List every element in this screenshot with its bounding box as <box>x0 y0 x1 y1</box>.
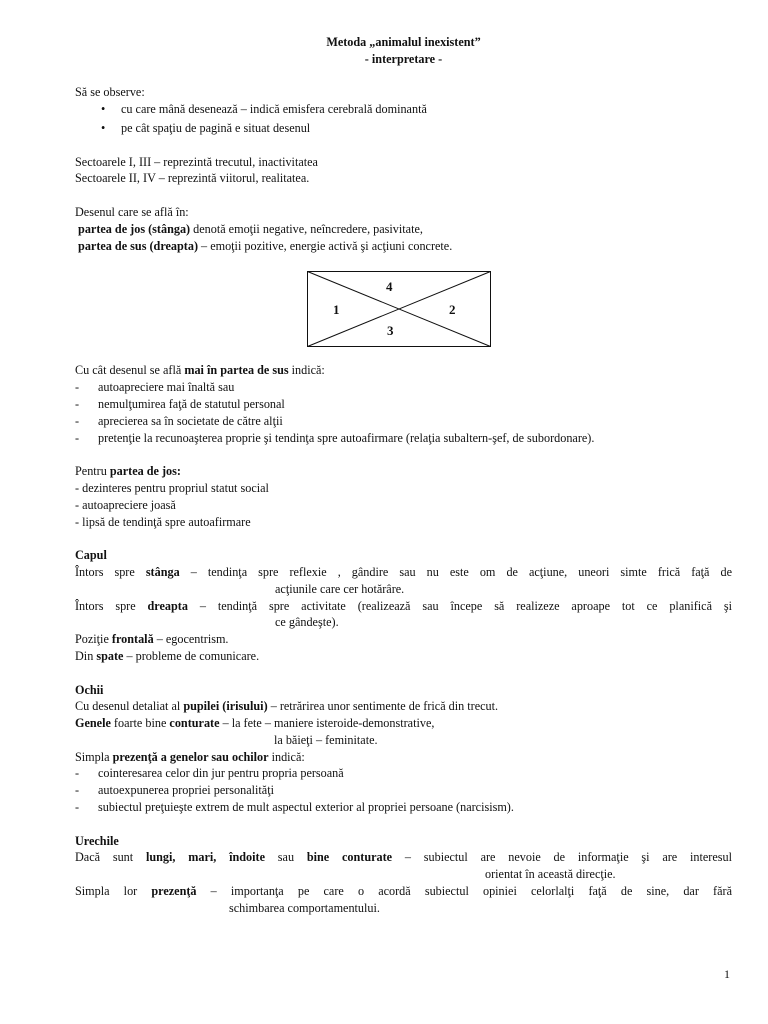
sector-label-bottom: 3 <box>387 323 394 339</box>
sectors-line: Sectoarele I, III – reprezintă trecutul, inactivitatea <box>75 154 318 169</box>
list-item: - aprecierea sa în societate de către alţii <box>75 413 283 428</box>
eyes-lash-line: Genele foarte bine conturate – la fete – maniere isteroide-demonstrative, <box>75 716 435 731</box>
eyes-simple-line: Simpla prezenţă a genelor sau ochilor indică: <box>75 749 305 764</box>
head-left-continuation: acţiunile care cer hotărâre. <box>275 581 405 596</box>
document-subtitle: - interpretare - <box>364 51 443 66</box>
head-right-continuation: ce gândeşte). <box>275 615 339 630</box>
sector-diagram <box>307 271 491 347</box>
page-number: 1 <box>724 967 730 981</box>
bullet-icon: • <box>101 120 106 135</box>
list-item: - nemulţumirea faţă de statutul personal <box>75 396 285 411</box>
sector-label-right: 2 <box>449 302 456 318</box>
list-item: - autoapreciere mai înaltă sau <box>75 380 235 395</box>
head-back-line: Din spate – probleme de comunicare. <box>75 648 260 663</box>
list-item: - subiectul preţuieşte extrem de mult aspectul exterior al propriei persoane (narcisism). <box>75 800 514 815</box>
sector-label-left: 1 <box>333 302 340 318</box>
section-heading-ears: Urechile <box>75 833 119 848</box>
list-item: - cointeresarea celor din jur pentru propria persoană <box>75 766 344 781</box>
eyes-pupil-line: Cu desenul detaliat al pupilei (irisului) – retrărirea unor sentimente de frică din trecut. <box>75 699 499 714</box>
list-item: • cu care mână desenează – indică emisfera cerebrală dominantă <box>101 102 427 117</box>
list-item: - pretenţie la recunoaşterea proprie şi tendinţa spre autoafirmare (relaţia subaltern-şef, de subordonare). <box>75 430 595 445</box>
list-item: - dezinteres pentru propriul statut social <box>75 480 269 495</box>
list-item: • pe cât spaţiu de pagină e situat desenul <box>101 120 311 135</box>
section-heading-eyes: Ochii <box>75 682 104 697</box>
lower-intro: Pentru partea de jos: <box>75 464 181 479</box>
drawing-top-line: partea de sus (dreapta) – emoţii pozitive, energie activă şi acţiuni concrete. <box>78 238 453 253</box>
list-item: - autoexpunerea propriei personalităţi <box>75 783 274 798</box>
document-title: Metoda „animalul inexistent” <box>326 35 481 49</box>
list-item: - lipsă de tendinţă spre autoafirmare <box>75 514 251 529</box>
sectors-line: Sectoarele II, IV – reprezintă viitorul, realitatea. <box>75 171 310 186</box>
drawing-intro: Desenul care se află în: <box>75 204 189 219</box>
upper-intro: Cu cât desenul se află mai în partea de sus indică: <box>75 363 325 378</box>
document-page <box>75 34 732 917</box>
drawing-bottom-line: partea de jos (stânga) denotă emoţii negative, neîncredere, pasivitate, <box>78 221 423 236</box>
head-right-line: Întors spre dreapta – tendinţă spre activitate (realizează sau începe să realizeze aproape tot ce planifică şi <box>75 598 732 613</box>
head-front-line: Poziţie frontală – egocentrism. <box>75 632 229 647</box>
bullet-icon: • <box>101 102 106 117</box>
head-left-line: Întors spre stânga – tendinţa spre reflexie , gândire sau nu este om de acţiune, uneori simte frică faţă de <box>75 564 732 579</box>
ears-line-2: Simpla lor prezenţă – importanţa pe care o acordă subiectul opiniei celorlalţi faţă de sine, dar fără <box>75 884 732 899</box>
eyes-lash-continuation: la băieţi – feminitate. <box>274 732 378 747</box>
ears-line-2-continuation: schimbarea comportamentului. <box>229 900 380 915</box>
ears-line-1: Dacă sunt lungi, mari, îndoite sau bine conturate – subiectul are nevoie de informaţie şi are interesul <box>75 850 732 865</box>
observe-intro: Să se observe: <box>75 85 145 100</box>
ears-line-1-continuation: orientat în această direcţie. <box>485 867 616 882</box>
section-heading-head: Capul <box>75 548 107 563</box>
list-item: - autoapreciere joasă <box>75 497 176 512</box>
sector-label-top: 4 <box>386 279 393 295</box>
